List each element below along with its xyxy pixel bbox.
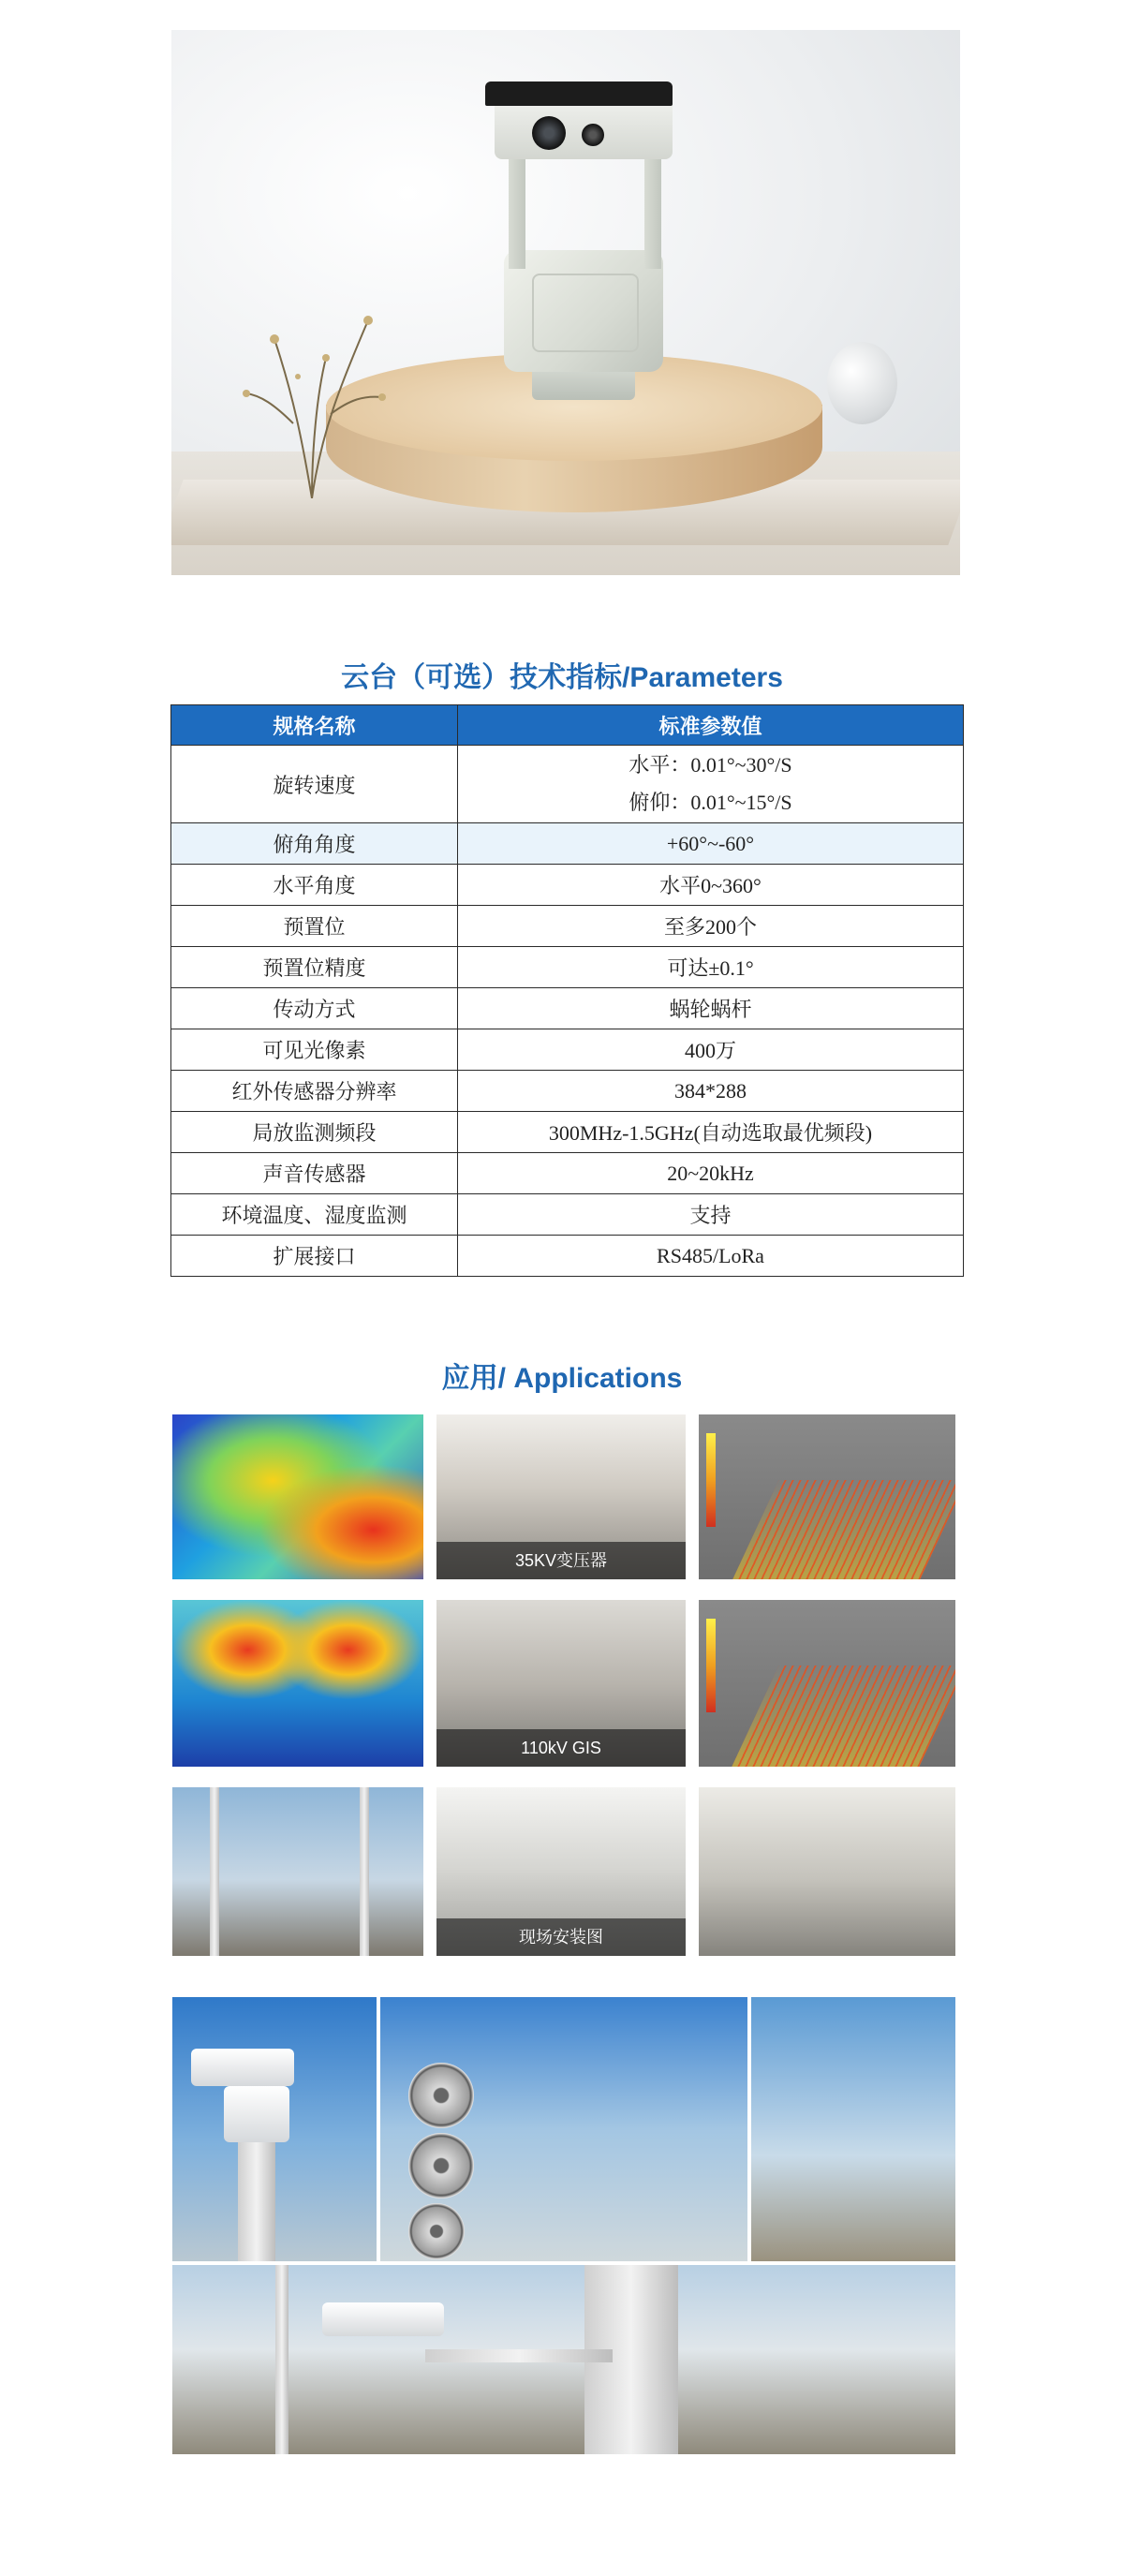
spec-value: 400万 — [458, 1029, 964, 1071]
photo-ptz-on-pole — [172, 1997, 377, 2261]
pd-spectrum-chart-1 — [699, 1414, 955, 1579]
spec-value: 20~20kHz — [458, 1153, 964, 1194]
photo-substation-outdoor — [172, 1787, 423, 1956]
product-photo — [171, 30, 960, 575]
parameters-table — [170, 704, 964, 1277]
table-header-row — [171, 705, 964, 746]
spec-value: 至多200个 — [458, 906, 964, 947]
radiator-fan — [408, 2203, 465, 2259]
spec-value: 384*288 — [458, 1071, 964, 1112]
spec-name: 预置位精度 — [171, 947, 458, 988]
table-row — [171, 1153, 964, 1194]
photo-indoor-installation — [436, 1787, 686, 1956]
table-row — [171, 1071, 964, 1112]
camera-hood — [485, 81, 673, 106]
table-row — [171, 1194, 964, 1236]
applications-title: 应用/ Applications — [441, 1363, 683, 1394]
table-row — [171, 1112, 964, 1153]
spec-value: RS485/LoRa — [458, 1236, 964, 1277]
ptz-camera — [191, 2049, 294, 2086]
camera-lens — [532, 116, 566, 150]
table-row — [171, 947, 964, 988]
color-scale — [706, 1619, 716, 1712]
table-row — [171, 906, 964, 947]
steel-pole — [360, 1787, 369, 1956]
table-row — [171, 988, 964, 1029]
decor-ball — [827, 342, 897, 424]
table-row — [171, 865, 964, 906]
bracket-arm-right — [644, 142, 661, 269]
image-caption: 现场安装图 — [436, 1918, 686, 1956]
photo-110kv-gis — [436, 1600, 686, 1767]
spec-value: +60°~-60° — [458, 823, 964, 865]
pan-tilt-housing — [504, 250, 663, 372]
spec-name: 扩展接口 — [171, 1236, 458, 1277]
pd-spectrum-chart-2 — [699, 1600, 955, 1767]
spec-name: 俯角角度 — [171, 823, 458, 865]
spec-name: 可见光像素 — [171, 1029, 458, 1071]
spec-name: 声音传感器 — [171, 1153, 458, 1194]
spec-value — [458, 746, 964, 823]
spec-value: 300MHz-1.5GHz(自动选取最优频段) — [458, 1112, 964, 1153]
table-row — [171, 1236, 964, 1277]
parameters-title: 云台（可选）技术指标/Parameters — [341, 662, 783, 693]
photo-substation-transformer — [751, 1997, 955, 2261]
spec-name: 水平角度 — [171, 865, 458, 906]
spec-value-line: 水平：0.01°~30°/S — [629, 753, 792, 777]
ptz-housing — [224, 2086, 289, 2142]
spec-value: 支持 — [458, 1194, 964, 1236]
color-scale — [706, 1433, 716, 1527]
spectrum-bars — [731, 1480, 955, 1579]
spec-value: 可达±0.1° — [458, 947, 964, 988]
spec-value: 水平0~360° — [458, 865, 964, 906]
radiator-fan — [408, 2133, 474, 2198]
spec-value-line: 俯仰：0.01°~15°/S — [629, 791, 792, 814]
image-caption: 35KV变压器 — [436, 1542, 686, 1579]
spec-name: 旋转速度 — [171, 746, 458, 823]
steel-pole — [275, 2265, 288, 2454]
header-spec-value: 标准参数值 — [458, 705, 964, 746]
radiator-fan — [408, 2063, 474, 2128]
spec-name: 环境温度、湿度监测 — [171, 1194, 458, 1236]
photo-substation-wide — [172, 2265, 955, 2454]
header-spec-name: 规格名称 — [171, 705, 458, 746]
table-row — [171, 746, 964, 823]
photo-35kv-transformer — [436, 1414, 686, 1579]
dried-flower-decor — [237, 283, 387, 498]
spec-name: 传动方式 — [171, 988, 458, 1029]
thermal-lens — [582, 124, 604, 146]
thermal-image-gis — [172, 1600, 423, 1767]
table-row — [171, 823, 964, 865]
photo-indoor-switchgear — [699, 1787, 955, 1956]
photo-transformer-radiators — [380, 1997, 747, 2261]
thermal-image-transformer — [172, 1414, 423, 1579]
spec-name: 预置位 — [171, 906, 458, 947]
spec-name: 局放监测频段 — [171, 1112, 458, 1153]
bracket-arm-left — [509, 142, 525, 269]
mounting-arm — [425, 2349, 613, 2362]
image-caption: 110kV GIS — [436, 1729, 686, 1767]
ptz-camera — [322, 2302, 444, 2336]
spec-value: 蜗轮蜗杆 — [458, 988, 964, 1029]
spectrum-bars — [731, 1666, 955, 1767]
table-row — [171, 1029, 964, 1071]
steel-pole — [210, 1787, 219, 1956]
spec-name: 红外传感器分辨率 — [171, 1071, 458, 1112]
